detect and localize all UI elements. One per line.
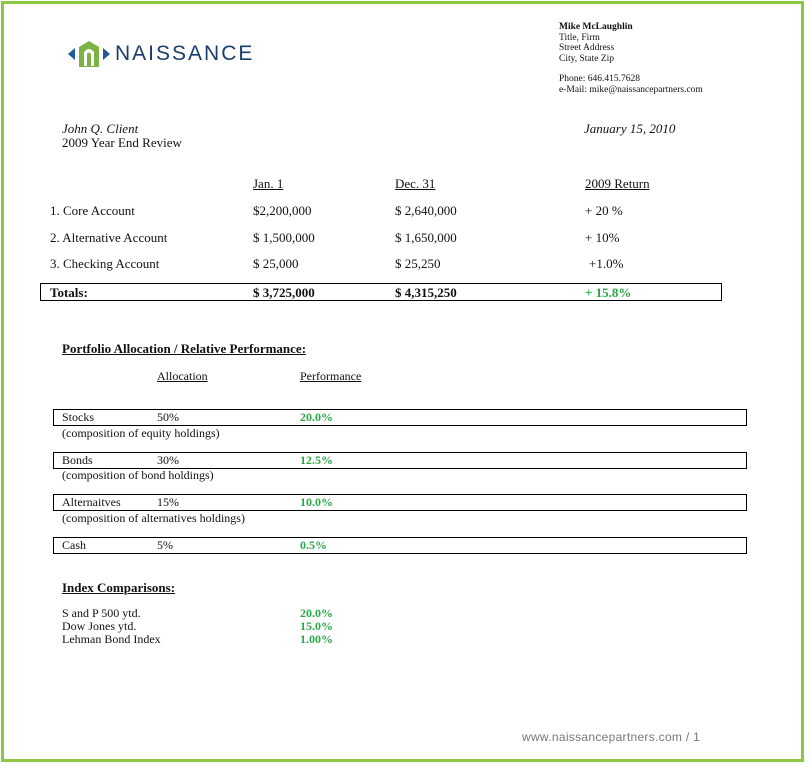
footer-page-number: / 1 xyxy=(685,730,701,744)
index-row-sp500-name: S and P 500 ytd. xyxy=(62,606,141,620)
contact-block xyxy=(559,22,703,95)
allocation-row-stocks-alloc: 50% xyxy=(157,410,179,424)
allocation-row-bonds-note: (composition of bond holdings) xyxy=(62,468,214,482)
account-row-checking-return: +1.0% xyxy=(589,256,624,271)
contact-name: Mike McLaughlin xyxy=(559,22,633,32)
allocation-row-alternatives-perf: 10.0% xyxy=(300,495,333,509)
index-row-sp500-value: 20.0% xyxy=(300,606,333,620)
allocation-row-bonds-perf: 12.5% xyxy=(300,453,333,467)
allocation-row-cash-alloc: 5% xyxy=(157,538,173,552)
totals-dec: $ 4,315,250 xyxy=(395,285,457,300)
col-header-allocation: Allocation xyxy=(157,369,208,383)
account-row-alt-jan: $ 1,500,000 xyxy=(253,230,315,245)
allocation-row-alternatives-alloc: 15% xyxy=(157,495,179,509)
account-row-core-name: 1. Core Account xyxy=(50,203,135,218)
account-row-checking-dec: $ 25,250 xyxy=(395,256,441,271)
contact-street: Street Address xyxy=(559,43,615,53)
account-row-checking-name: 3. Checking Account xyxy=(50,256,160,271)
account-row-alt-name: 2. Alternative Account xyxy=(50,230,168,245)
allocation-row-cash-name: Cash xyxy=(62,538,86,552)
allocation-row-alternatives-name: Alternaitves xyxy=(62,495,121,509)
account-row-alt-return: + 10% xyxy=(585,230,620,245)
footer-url[interactable]: www.naissancepartners.com xyxy=(522,730,683,744)
allocation-row-stocks-note: (composition of equity holdings) xyxy=(62,426,220,440)
col-header-jan1: Jan. 1 xyxy=(253,176,284,191)
review-title: 2009 Year End Review xyxy=(62,135,182,150)
account-row-alt-dec: $ 1,650,000 xyxy=(395,230,457,245)
naissance-logo xyxy=(68,40,254,68)
contact-title: Title, Firm xyxy=(559,32,600,43)
allocation-row-alternatives-note: (composition of alternatives holdings) xyxy=(62,511,245,525)
contact-city: City, State Zip xyxy=(559,53,615,64)
allocation-row-stocks-perf: 20.0% xyxy=(300,410,333,424)
allocation-row-cash-perf: 0.5% xyxy=(300,538,327,552)
account-row-core-return: + 20 % xyxy=(585,203,623,218)
footer xyxy=(522,730,700,744)
allocation-row-stocks-name: Stocks xyxy=(62,410,95,424)
allocation-row-bonds-alloc: 30% xyxy=(157,453,179,467)
col-header-performance: Performance xyxy=(300,369,362,383)
contact-phone: Phone: 646.415.7628 xyxy=(559,74,641,84)
account-row-core-dec: $ 2,640,000 xyxy=(395,203,457,218)
index-row-dow-name: Dow Jones ytd. xyxy=(62,619,137,633)
col-header-return: 2009 Return xyxy=(585,176,650,191)
page-border xyxy=(1,1,804,762)
totals-jan: $ 3,725,000 xyxy=(253,285,315,300)
account-row-core-jan: $2,200,000 xyxy=(253,203,312,218)
totals-return: + 15.8% xyxy=(585,285,632,300)
contact-email[interactable]: e-Mail: mike@naissancepartners.com xyxy=(559,84,703,95)
logo-wordmark: NAISSANCE xyxy=(115,42,255,65)
col-header-dec31: Dec. 31 xyxy=(395,176,436,191)
totals-label: Totals: xyxy=(50,285,88,300)
index-heading: Index Comparisons: xyxy=(62,580,176,595)
index-row-lehman-name: Lehman Bond Index xyxy=(62,632,161,646)
allocation-heading: Portfolio Allocation / Relative Performance: xyxy=(62,341,307,356)
account-row-checking-jan: $ 25,000 xyxy=(253,256,299,271)
naissance-logo-icon xyxy=(68,40,110,68)
report-date: January 15, 2010 xyxy=(584,121,676,136)
index-row-dow-value: 15.0% xyxy=(300,619,333,633)
client-name: John Q. Client xyxy=(62,121,139,136)
allocation-row-bonds-name: Bonds xyxy=(62,453,93,467)
index-row-lehman-value: 1.00% xyxy=(300,632,333,646)
